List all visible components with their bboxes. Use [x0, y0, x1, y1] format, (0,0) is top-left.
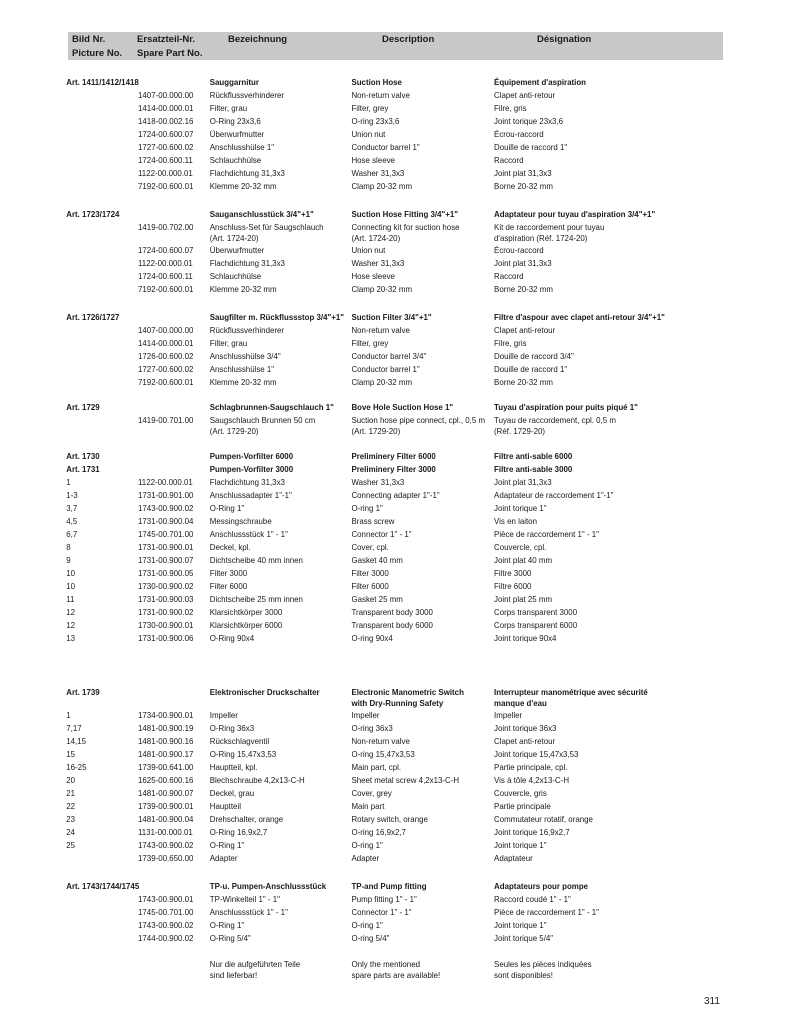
part-no-cell: 1731-00.900.04 — [138, 516, 194, 526]
french-cell: Filtre d'aspour avec clapet anti-retour 3/4"+1" — [494, 312, 665, 322]
french-cell: Corps transparent 6000 — [494, 620, 578, 630]
english-cell: Washer 31,3x3 — [351, 477, 405, 487]
part-no-cell: 1625-00.600.16 — [138, 775, 194, 785]
german-cell: O-Ring 15,47x3,53 — [209, 749, 277, 759]
picture-no-cell: 1 — [66, 710, 71, 720]
french-cell: Filtre anti-sable 6000 — [494, 451, 573, 461]
german-cell: Schlagbrunnen-Saugschlauch 1" — [209, 402, 334, 412]
german-cell: Schlauchhülse — [209, 155, 262, 165]
french-cell: Joint torique 36x3 — [494, 723, 557, 733]
french-cell: Douille de raccord 1" — [494, 142, 568, 152]
english-cell: Preliminery Filter 6000 — [351, 451, 436, 461]
german-cell: Drehschalter, orange — [209, 814, 284, 824]
part-no-cell: 1481-00.900.19 — [138, 723, 194, 733]
picture-no-cell: Art. 1730 — [66, 451, 100, 461]
english-cell: Non-return valve — [351, 90, 410, 100]
part-no-cell: 1724-00.600.11 — [138, 155, 193, 165]
french-cell: Partie principale, cpl. — [494, 762, 568, 772]
english-cell: Electronic Manometric Switch with Dry-Running Safety — [351, 687, 464, 708]
picture-no-cell: 13 — [66, 633, 76, 643]
english-cell: Connector 1" - 1" — [351, 907, 412, 917]
part-no-cell: 1122-00.000.01 — [138, 168, 193, 178]
picture-no-cell: 7,17 — [66, 723, 82, 733]
german-cell: Filter 6000 — [209, 581, 248, 591]
english-cell: TP-and Pump fitting — [351, 881, 427, 891]
english-cell: O-ring 36x3 — [351, 723, 393, 733]
part-no-cell: 7192-00.600.01 — [138, 377, 194, 387]
picture-no-cell: 16-25 — [66, 762, 87, 772]
picture-no-cell: Art. 1743/1744/1745 — [66, 881, 140, 891]
english-cell: O-ring 23x3,6 — [351, 116, 400, 126]
part-no-cell: 1407-00.000.00 — [138, 90, 194, 100]
french-cell: Adaptateurs pour pompe — [494, 881, 589, 891]
french-cell: Équipement d'aspiration — [494, 77, 586, 87]
french-cell: Filtre 6000 — [494, 581, 532, 591]
german-cell: O-Ring 1" — [209, 503, 245, 513]
german-cell: Sauggarnitur — [209, 77, 259, 87]
picture-no-cell: Art. 1723/1724 — [66, 209, 120, 219]
english-cell: Pump fitting 1" - 1" — [351, 894, 417, 904]
french-cell: Seules les pièces indiquées sont disponibles! — [494, 959, 592, 980]
german-cell: Flachdichtung 31,3x3 — [209, 477, 285, 487]
picture-no-cell: 12 — [66, 620, 76, 630]
english-cell: Conductor barrel 3/4" — [351, 351, 427, 361]
french-cell: Interrupteur manométrique avec sécurité manque d'eau — [494, 687, 648, 708]
english-cell: Washer 31,3x3 — [351, 168, 405, 178]
german-cell: O-Ring 36x3 — [209, 723, 255, 733]
french-cell: Pièce de raccordement 1" - 1" — [494, 907, 599, 917]
german-cell: Anschlusshülse 1" — [209, 142, 275, 152]
german-cell: Dichtscheibe 25 mm innen — [209, 594, 303, 604]
header-spare-part-no: Spare Part No. — [137, 48, 203, 59]
part-no-cell: 1418-00.002.16 — [138, 116, 194, 126]
english-cell: Suction hose pipe connect, cpl., 0,5 m (Art. 1729-20) — [351, 415, 486, 436]
german-cell: Klarsichtkörper 6000 — [209, 620, 283, 630]
german-cell: Filter, grau — [209, 338, 248, 348]
part-no-cell: 1743-00.900.02 — [138, 840, 194, 850]
german-cell: Anschlussstück 1" - 1" — [209, 907, 288, 917]
french-cell: Joint torique 1" — [494, 503, 547, 513]
part-no-cell: 1744-00.900.02 — [138, 933, 194, 943]
english-cell: Gasket 40 mm — [351, 555, 403, 565]
german-cell: O-Ring 90x4 — [209, 633, 255, 643]
part-no-cell: 1731-00.900.06 — [138, 633, 194, 643]
picture-no-cell: 15 — [66, 749, 76, 759]
english-cell: Transparent body 6000 — [351, 620, 433, 630]
french-cell: Joint torique 5/4" — [494, 933, 554, 943]
english-cell: Filter, grey — [351, 338, 389, 348]
picture-no-cell: Art. 1726/1727 — [66, 312, 120, 322]
french-cell: Partie principale — [494, 801, 551, 811]
german-cell: Klarsichtkörper 3000 — [209, 607, 283, 617]
picture-no-cell: 6,7 — [66, 529, 78, 539]
german-cell: O-Ring 5/4" — [209, 933, 251, 943]
part-no-cell: 1731-00.900.01 — [138, 542, 194, 552]
french-cell: Joint torique 1" — [494, 840, 547, 850]
part-no-cell: 1481-00.900.04 — [138, 814, 194, 824]
french-cell: Impeller — [494, 710, 523, 720]
french-cell: Pièce de raccordement 1" - 1" — [494, 529, 599, 539]
german-cell: TP-u. Pumpen-Anschlussstück — [209, 881, 327, 891]
german-cell: Anschlusshülse 1" — [209, 364, 275, 374]
picture-no-cell: 20 — [66, 775, 76, 785]
german-cell: Blechschraube 4,2x13-C-H — [209, 775, 305, 785]
part-no-cell: 1131-00.000.01 — [138, 827, 193, 837]
german-cell: Anschlussstück 1" - 1" — [209, 529, 288, 539]
picture-no-cell: 23 — [66, 814, 76, 824]
picture-no-cell: 11 — [66, 594, 75, 604]
english-cell: Non-return valve — [351, 736, 410, 746]
french-cell: Joint torique 1" — [494, 920, 547, 930]
part-no-cell: 1414-00.000.01 — [138, 338, 194, 348]
english-cell: O-ring 5/4" — [351, 933, 390, 943]
french-cell: Joint plat 31,3x3 — [494, 258, 552, 268]
part-no-cell: 1731-00.901.00 — [138, 490, 194, 500]
french-cell: Raccord — [494, 271, 524, 281]
german-cell: Schlauchhülse — [209, 271, 262, 281]
french-cell: Écrou-raccord — [494, 245, 544, 255]
german-cell: Überwurfmutter — [209, 245, 265, 255]
german-cell: Anschlussadapter 1"-1" — [209, 490, 292, 500]
english-cell: Rotary switch, orange — [351, 814, 428, 824]
french-cell: Vis à tôle 4,2x13-C-H — [494, 775, 570, 785]
french-cell: Kit de raccordement pour tuyau d'aspiration (Réf. 1724-20) — [494, 222, 605, 243]
english-cell: Suction Filter 3/4"+1" — [351, 312, 432, 322]
french-cell: Tuyau de raccordement, cpl. 0,5 m (Réf. 1729-20) — [494, 415, 616, 436]
picture-no-cell: 8 — [66, 542, 71, 552]
part-no-cell: 1419-00.701.00 — [138, 415, 194, 425]
french-cell: Adaptateur de raccordement 1"-1" — [494, 490, 614, 500]
header-bezeichnung: Bezeichnung — [228, 34, 288, 45]
french-cell: Filre, gris — [494, 103, 527, 113]
part-no-cell: 7192-00.600.01 — [138, 181, 194, 191]
part-no-cell: 1122-00.000.01 — [138, 477, 193, 487]
part-no-cell: 1743-00.900.02 — [138, 920, 194, 930]
part-no-cell: 1414-00.000.01 — [138, 103, 194, 113]
part-no-cell: 1731-00.900.03 — [138, 594, 194, 604]
header-designation: Désignation — [537, 34, 592, 45]
french-cell: Raccord coudé 1" - 1" — [494, 894, 571, 904]
german-cell: Deckel, kpl. — [209, 542, 251, 552]
part-no-cell: 1743-00.900.01 — [138, 894, 194, 904]
picture-no-cell: 22 — [66, 801, 76, 811]
picture-no-cell: Art. 1411/1412/1418 — [66, 77, 139, 87]
english-cell: Cover, cpl. — [351, 542, 389, 552]
part-no-cell: 1730-00.900.02 — [138, 581, 194, 591]
german-cell: Hauptteil, kpl. — [209, 762, 258, 772]
english-cell: Hose sleeve — [351, 155, 395, 165]
english-cell: Bove Hole Suction Hose 1" — [351, 402, 454, 412]
english-cell: Main part — [351, 801, 385, 811]
picture-no-cell: 3,7 — [66, 503, 78, 513]
english-cell: Filter 6000 — [351, 581, 389, 591]
english-cell: Conductor barrel 1" — [351, 142, 420, 152]
german-cell: Rückflussverhinderer — [209, 325, 285, 335]
part-no-cell: 1734-00.900.01 — [138, 710, 194, 720]
german-cell: Pumpen-Vorfilter 3000 — [209, 464, 294, 474]
german-cell: Nur die aufgeführten Teile sind lieferbar! — [209, 959, 301, 980]
english-cell: Washer 31,3x3 — [351, 258, 405, 268]
french-cell: Clapet anti-retour — [494, 90, 556, 100]
french-cell: Borne 20-32 mm — [494, 377, 553, 387]
part-no-cell: 1745-00.701.00 — [138, 907, 194, 917]
english-cell: Connecting adapter 1"-1" — [351, 490, 440, 500]
part-no-cell: 1122-00.000.01 — [138, 258, 193, 268]
picture-no-cell: 24 — [66, 827, 76, 837]
german-cell: TP-Winkelteil 1" - 1" — [209, 894, 280, 904]
english-cell: Union nut — [351, 129, 386, 139]
english-cell: Union nut — [351, 245, 386, 255]
french-cell: Clapet anti-retour — [494, 325, 556, 335]
english-cell: Clamp 20-32 mm — [351, 181, 413, 191]
part-no-cell: 1730-00.900.01 — [138, 620, 194, 630]
french-cell: Filre, gris — [494, 338, 527, 348]
german-cell: Elektronischer Druckschalter — [209, 687, 320, 697]
german-cell: Flachdichtung 31,3x3 — [209, 168, 285, 178]
french-cell: Filtre anti-sable 3000 — [494, 464, 573, 474]
english-cell: O-ring 90x4 — [351, 633, 393, 643]
part-no-cell: 1726-00.600.02 — [138, 351, 194, 361]
header-description: Description — [382, 34, 435, 45]
french-cell: Joint torique 23x3,6 — [494, 116, 564, 126]
english-cell: Connector 1" - 1" — [351, 529, 412, 539]
french-cell: Tuyau d'aspiration pour puits piqué 1" — [494, 402, 638, 412]
part-no-cell: 1724-00.600.07 — [138, 245, 194, 255]
english-cell: Filter 3000 — [351, 568, 389, 578]
part-no-cell: 1724-00.600.11 — [138, 271, 193, 281]
german-cell: Dichtscheibe 40 mm innen — [209, 555, 303, 565]
french-cell: Joint plat 31,3x3 — [494, 168, 552, 178]
french-cell: Borne 20-32 mm — [494, 181, 553, 191]
picture-no-cell: 4,5 — [66, 516, 78, 526]
part-no-cell: 1724-00.600.07 — [138, 129, 194, 139]
german-cell: Anschlusshülse 3/4" — [209, 351, 281, 361]
english-cell: Sheet metal screw 4,2x13-C-H — [351, 775, 460, 785]
german-cell: Saugschlauch Brunnen 50 cm (Art. 1729-20) — [209, 415, 316, 436]
french-cell: Borne 20-32 mm — [494, 284, 553, 294]
english-cell: O-ring 15,47x3,53 — [351, 749, 415, 759]
part-no-cell: 1731-00.900.07 — [138, 555, 194, 565]
french-cell: Raccord — [494, 155, 524, 165]
picture-no-cell: 10 — [66, 568, 76, 578]
german-cell: Rückflussverhinderer — [209, 90, 285, 100]
part-no-cell: 1731-00.900.02 — [138, 607, 194, 617]
part-no-cell: 1731-00.900.05 — [138, 568, 194, 578]
french-cell: Commutateur rotatif, orange — [494, 814, 593, 824]
german-cell: Hauptteil — [209, 801, 241, 811]
english-cell: Clamp 20-32 mm — [351, 284, 413, 294]
picture-no-cell: 14,15 — [66, 736, 87, 746]
french-cell: Vis en laiton — [494, 516, 537, 526]
german-cell: Klemme 20-32 mm — [209, 377, 277, 387]
german-cell: O-Ring 16,9x2,7 — [209, 827, 268, 837]
english-cell: Conductor barrel 1" — [351, 364, 420, 374]
french-cell: Filtre 3000 — [494, 568, 532, 578]
part-no-cell: 1481-00.900.07 — [138, 788, 194, 798]
english-cell: O-ring 1" — [351, 503, 383, 513]
french-cell: Couvercle, cpl. — [494, 542, 547, 552]
part-no-cell: 1739-00.650.00 — [138, 853, 194, 863]
part-no-cell: 1739-00.900.01 — [138, 801, 194, 811]
picture-no-cell: 9 — [66, 555, 71, 565]
header-bild-nr: Bild Nr. — [72, 34, 106, 45]
french-cell: Écrou-raccord — [494, 129, 544, 139]
english-cell: Clamp 20-32 mm — [351, 377, 413, 387]
german-cell: Saugfilter m. Rückflussstop 3/4"+1" — [209, 312, 345, 322]
picture-no-cell: Art. 1729 — [66, 402, 100, 412]
german-cell: Messingschraube — [209, 516, 272, 526]
german-cell: Filter, grau — [209, 103, 248, 113]
french-cell: Adaptateur pour tuyau d'aspiration 3/4"+1" — [494, 209, 656, 219]
german-cell: Überwurfmutter — [209, 129, 265, 139]
part-no-cell: 1481-00.900.17 — [138, 749, 194, 759]
part-no-cell: 1407-00.000.00 — [138, 325, 194, 335]
english-cell: Brass screw — [351, 516, 395, 526]
german-cell: Anschluss-Set für Saugschlauch (Art. 1724-20) — [209, 222, 324, 243]
header-ersatzteil-nr: Ersatzteil-Nr. — [137, 34, 196, 45]
part-no-cell: 1481-00.900.16 — [138, 736, 194, 746]
part-no-cell: 1743-00.900.02 — [138, 503, 194, 513]
french-cell: Joint torique 15,47x3,53 — [494, 749, 579, 759]
french-cell: Adaptateur — [494, 853, 533, 863]
english-cell: Transparent body 3000 — [351, 607, 433, 617]
french-cell: Clapet anti-retour — [494, 736, 556, 746]
english-cell: Cover, grey — [351, 788, 392, 798]
part-no-cell: 1727-00.600.02 — [138, 142, 194, 152]
german-cell: Rückschlagventil — [209, 736, 270, 746]
part-no-cell: 1739-00.641.00 — [138, 762, 194, 772]
german-cell: Sauganschlusstück 3/4"+1" — [209, 209, 314, 219]
picture-no-cell: Art. 1739 — [66, 687, 100, 697]
part-no-cell: 1419-00.702.00 — [138, 222, 194, 232]
english-cell: O-ring 16,9x2,7 — [351, 827, 406, 837]
picture-no-cell: 21 — [66, 788, 76, 798]
english-cell: Only the mentioned spare parts are available! — [351, 959, 441, 980]
english-cell: Gasket 25 mm — [351, 594, 403, 604]
german-cell: O-Ring 1" — [209, 920, 245, 930]
french-cell: Joint plat 40 mm — [494, 555, 553, 565]
page-number: 311 — [704, 996, 720, 1007]
german-cell: Pumpen-Vorfilter 6000 — [209, 451, 294, 461]
part-no-cell: 1745-00.701.00 — [138, 529, 194, 539]
german-cell: Adapter — [209, 853, 238, 863]
picture-no-cell: 25 — [66, 840, 76, 850]
english-cell: Filter, grey — [351, 103, 389, 113]
english-cell: Hose sleeve — [351, 271, 395, 281]
english-cell: Suction Hose — [351, 77, 402, 87]
english-cell: Preliminery Filter 3000 — [351, 464, 436, 474]
german-cell: O-Ring 23x3,6 — [209, 116, 261, 126]
french-cell: Joint plat 31,3x3 — [494, 477, 552, 487]
english-cell: Connecting kit for suction hose (Art. 1724-20) — [351, 222, 460, 243]
german-cell: O-Ring 1" — [209, 840, 245, 850]
french-cell: Joint torique 90x4 — [494, 633, 557, 643]
picture-no-cell: 12 — [66, 607, 76, 617]
german-cell: Klemme 20-32 mm — [209, 284, 277, 294]
german-cell: Klemme 20-32 mm — [209, 181, 277, 191]
german-cell: Impeller — [209, 710, 238, 720]
english-cell: Adapter — [351, 853, 380, 863]
german-cell: Filter 3000 — [209, 568, 248, 578]
part-no-cell: 7192-00.600.01 — [138, 284, 194, 294]
header-picture-no: Picture No. — [72, 48, 123, 59]
french-cell: Couvercle, gris — [494, 788, 547, 798]
english-cell: Main part, cpl. — [351, 762, 402, 772]
french-cell: Joint plat 25 mm — [494, 594, 553, 604]
part-no-cell: 1727-00.600.02 — [138, 364, 194, 374]
french-cell: Douille de raccord 3/4" — [494, 351, 574, 361]
english-cell: Suction Hose Fitting 3/4"+1" — [351, 209, 459, 219]
picture-no-cell: Art. 1731 — [66, 464, 100, 474]
french-cell: Corps transparent 3000 — [494, 607, 578, 617]
french-cell: Douille de raccord 1" — [494, 364, 568, 374]
english-cell: Non-return valve — [351, 325, 410, 335]
english-cell: O-ring 1" — [351, 840, 383, 850]
german-cell: Flachdichtung 31,3x3 — [209, 258, 285, 268]
english-cell: Impeller — [351, 710, 380, 720]
picture-no-cell: 1 — [66, 477, 71, 487]
german-cell: Deckel, grau — [209, 788, 255, 798]
english-cell: O-ring 1" — [351, 920, 383, 930]
picture-no-cell: 1-3 — [66, 490, 78, 500]
picture-no-cell: 10 — [66, 581, 76, 591]
french-cell: Joint torique 16,9x2,7 — [494, 827, 570, 837]
